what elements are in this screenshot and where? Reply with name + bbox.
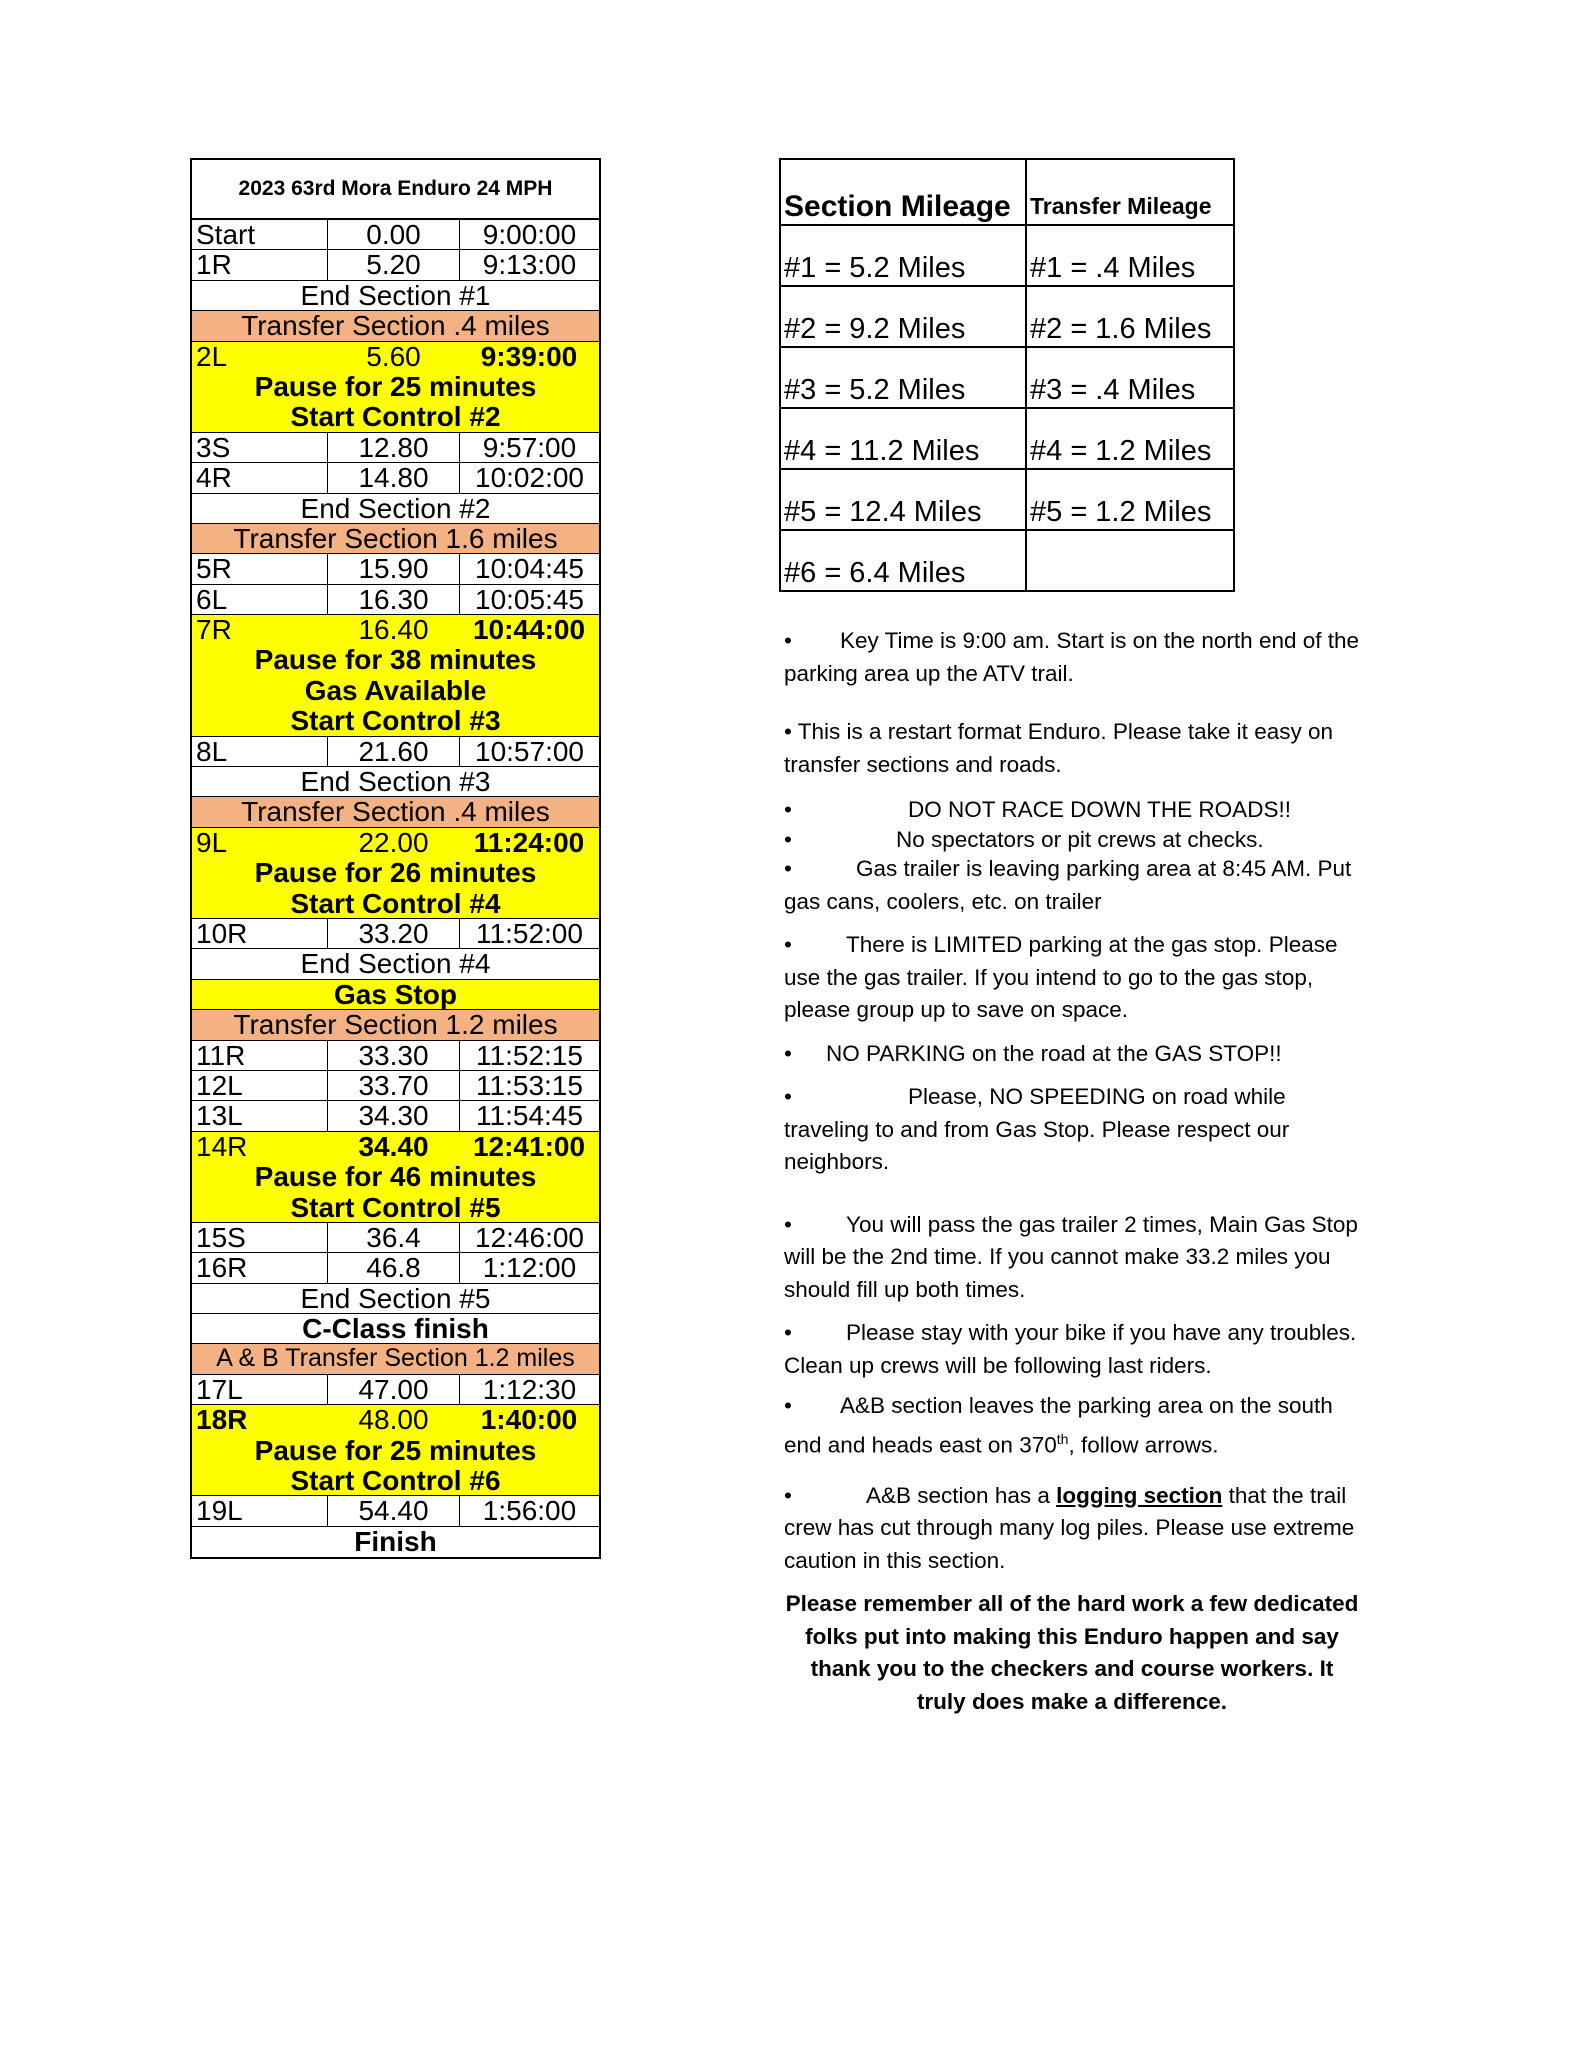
note-text: There is LIMITED parking at the gas stop. Please use the gas trailer. If you intend to go to the gas stop, please group up to save on space. <box>784 932 1338 1022</box>
mileage-row <box>780 469 1234 530</box>
note-text: Please stay with your bike if you have any troubles. Clean up crews will be following last riders. <box>784 1320 1357 1378</box>
note-item <box>784 716 1360 781</box>
bullet-icon: • <box>784 826 792 852</box>
time-cell: 11:52:00 <box>476 917 583 949</box>
mileage-cell: 33.20 <box>328 919 460 948</box>
start-control-label: Start Control #2 <box>290 401 501 433</box>
bullet-icon: • <box>784 1040 792 1066</box>
mileage-cell: 48.00 <box>358 1404 429 1436</box>
time-cell: 10:44:00 <box>472 614 586 646</box>
finish-row <box>192 1527 599 1557</box>
gas-stop-label: Gas Stop <box>334 978 457 1010</box>
table-row <box>192 554 599 584</box>
mileage-cell: 5.20 <box>328 250 460 279</box>
section-mileage-cell: #1 = 5.2 Miles <box>780 225 1026 286</box>
time-cell: 11:24:00 <box>473 826 585 858</box>
start-control-label: Start Control #5 <box>290 1191 501 1223</box>
mileage-cell: 14.80 <box>328 463 460 492</box>
start-control-row <box>192 1193 599 1223</box>
mileage-row <box>780 286 1234 347</box>
note-item <box>784 1480 1360 1578</box>
transfer-label: Transfer Section 1.2 miles <box>233 1009 558 1041</box>
start-control-label: Start Control #6 <box>290 1465 501 1497</box>
pause-check-row <box>192 342 599 372</box>
pause-row <box>192 1162 599 1192</box>
c-class-finish-row <box>192 1314 599 1344</box>
transfer-mileage-cell: #3 = .4 Miles <box>1026 347 1234 408</box>
logging-section-emphasis: logging section <box>1056 1482 1223 1508</box>
pause-label: Pause for 25 minutes <box>254 1434 537 1466</box>
time-cell: 10:04:45 <box>475 553 584 585</box>
table-row <box>192 433 599 463</box>
note-text: This is a restart format Enduro. Please take it easy on transfer sections and roads. <box>784 719 1333 777</box>
check-label: 9L <box>196 826 228 858</box>
notes-list <box>784 625 1360 1577</box>
mileage-cell: 15.90 <box>328 554 460 583</box>
note-text: A&B section leaves the parking area on the south end and heads east on 370 <box>784 1393 1333 1457</box>
note-text: Please, NO SPEEDING on road while traveling to and from Gas Stop. Please respect our neighbors. <box>784 1084 1290 1174</box>
check-label: 8L <box>192 737 328 766</box>
mileage-header-row <box>780 159 1234 225</box>
pause-row <box>192 645 599 675</box>
end-section-row <box>192 494 599 524</box>
mileage-cell: 0.00 <box>328 220 460 249</box>
check-label: 7R <box>196 614 232 646</box>
transfer-label: Transfer Section .4 miles <box>241 796 550 828</box>
note-text: A&B section has a <box>866 1482 1050 1508</box>
mileage-cell: 54.40 <box>328 1496 460 1525</box>
check-label: 6L <box>192 585 328 614</box>
check-label: 13L <box>192 1101 328 1130</box>
table-row <box>192 919 599 949</box>
section-mileage-cell: #2 = 9.2 Miles <box>780 286 1026 347</box>
time-cell: 9:13:00 <box>482 249 577 281</box>
schedule-table <box>190 158 601 1559</box>
section-mileage-cell: #3 = 5.2 Miles <box>780 347 1026 408</box>
section-mileage-header: Section Mileage <box>780 159 1026 225</box>
table-row <box>192 1101 599 1131</box>
pause-check-row <box>192 1132 599 1162</box>
pause-row <box>192 1436 599 1466</box>
note-text: that the trail crew has cut through many log piles. Please use extreme caution in this section. <box>784 1482 1355 1573</box>
mileage-cell: 22.00 <box>358 826 429 858</box>
pause-label: Pause for 46 minutes <box>254 1161 537 1193</box>
note-item <box>784 625 1360 690</box>
check-label: 18R <box>196 1404 248 1436</box>
check-label: 16R <box>192 1253 328 1282</box>
transfer-row <box>192 797 599 827</box>
end-section-label: End Section #3 <box>300 766 491 798</box>
transfer-row <box>192 524 599 554</box>
gas-stop-row <box>192 980 599 1010</box>
transfer-mileage-cell: #2 = 1.6 Miles <box>1026 286 1234 347</box>
table-row <box>192 1496 599 1526</box>
bullet-icon: • <box>784 932 792 957</box>
table-row <box>192 1071 599 1101</box>
transfer-mileage-cell <box>1026 530 1234 591</box>
time-cell: 1:12:00 <box>482 1252 577 1284</box>
note-text: No spectators or pit crews at checks. <box>896 826 1264 852</box>
mileage-cell: 33.70 <box>328 1071 460 1100</box>
note-text: DO NOT RACE DOWN THE ROADS!! <box>908 797 1291 822</box>
mileage-cell: 21.60 <box>328 737 460 766</box>
transfer-label: Transfer Section .4 miles <box>241 310 550 342</box>
mileage-row <box>780 408 1234 469</box>
mileage-cell: 47.00 <box>328 1375 460 1404</box>
time-cell: 9:39:00 <box>480 340 578 372</box>
time-cell: 11:53:15 <box>476 1069 583 1101</box>
check-label: 4R <box>192 463 328 492</box>
time-cell: 9:00:00 <box>482 219 577 250</box>
transfer-mileage-cell: #5 = 1.2 Miles <box>1026 469 1234 530</box>
time-cell: 1:56:00 <box>482 1495 577 1527</box>
end-section-label: End Section #1 <box>300 279 491 311</box>
check-label: 11R <box>192 1041 328 1070</box>
check-label: 15S <box>192 1223 328 1252</box>
table-row <box>192 1223 599 1253</box>
end-section-row <box>192 949 599 979</box>
table-row <box>192 220 599 250</box>
note-item <box>784 1038 1360 1071</box>
end-section-row <box>192 1284 599 1314</box>
end-section-row <box>192 281 599 311</box>
note-item <box>784 853 1360 918</box>
mileage-cell: 46.8 <box>328 1253 460 1282</box>
transfer-label: A & B Transfer Section 1.2 miles <box>216 1344 575 1373</box>
table-row <box>192 1375 599 1405</box>
pause-label: Pause for 38 minutes <box>254 644 537 676</box>
bullet-icon: • <box>784 797 792 822</box>
pause-label: Pause for 25 minutes <box>254 370 537 402</box>
start-control-row <box>192 706 599 736</box>
gas-available-row <box>192 676 599 706</box>
end-section-label: End Section #5 <box>300 1282 491 1314</box>
bullet-icon: • <box>784 1211 792 1237</box>
start-control-row <box>192 402 599 432</box>
bullet-icon: • <box>784 628 792 653</box>
check-label: 19L <box>192 1496 328 1525</box>
time-cell: 12:46:00 <box>475 1221 584 1253</box>
table-row <box>192 463 599 493</box>
mileage-cell: 12.80 <box>328 433 460 462</box>
time-cell: 10:05:45 <box>475 583 584 615</box>
start-control-label: Start Control #3 <box>290 705 501 737</box>
mileage-cell: 16.40 <box>358 614 429 646</box>
finish-label: Finish <box>354 1525 437 1557</box>
bullet-icon: • <box>784 719 792 744</box>
bullet-icon: • <box>784 856 792 881</box>
table-row <box>192 737 599 767</box>
mileage-row <box>780 225 1234 286</box>
note-item <box>784 1209 1360 1307</box>
mileage-cell: 34.30 <box>328 1101 460 1130</box>
mileage-table <box>779 158 1235 592</box>
pause-check-row <box>192 615 599 645</box>
time-cell: 11:54:45 <box>476 1100 583 1132</box>
transfer-mileage-cell: #1 = .4 Miles <box>1026 225 1234 286</box>
mileage-cell: 33.30 <box>328 1041 460 1070</box>
end-section-row <box>192 767 599 797</box>
mileage-row <box>780 347 1234 408</box>
bullet-icon: • <box>784 1084 792 1109</box>
note-item <box>784 824 1360 857</box>
end-section-label: End Section #2 <box>300 492 491 524</box>
section-mileage-cell: #5 = 12.4 Miles <box>780 469 1026 530</box>
time-cell: 1:12:30 <box>482 1373 577 1405</box>
bullet-icon: • <box>784 1320 792 1345</box>
note-text: You will pass the gas trailer 2 times, Main Gas Stop will be the 2nd time. If you cannot make 33.2 miles you should fill up both times. <box>784 1211 1358 1302</box>
pause-check-row <box>192 828 599 858</box>
closing-message: Please remember all of the hard work a few dedicated folks put into making this Enduro happen and say thank you to the checkers and course workers. It truly does make a difference. <box>785 1591 1359 1714</box>
note-text: Key Time is 9:00 am. Start is on the north end of the parking area up the ATV trail. <box>784 628 1360 686</box>
transfer-row <box>192 1010 599 1040</box>
schedule-title: 2023 63rd Mora Enduro 24 MPH <box>192 160 599 220</box>
table-row <box>192 250 599 280</box>
note-item <box>784 929 1360 1027</box>
note-item <box>784 1317 1360 1382</box>
time-cell: 9:57:00 <box>482 431 577 463</box>
check-label: Start <box>192 220 328 249</box>
transfer-mileage-header: Transfer Mileage <box>1026 159 1234 225</box>
transfer-row <box>192 311 599 341</box>
table-row <box>192 585 599 615</box>
check-label: 14R <box>196 1130 248 1162</box>
check-label: 17L <box>192 1375 328 1404</box>
check-label: 5R <box>192 554 328 583</box>
mileage-row <box>780 530 1234 591</box>
pause-label: Pause for 26 minutes <box>254 857 537 889</box>
time-cell: 1:40:00 <box>480 1404 578 1436</box>
section-mileage-cell: #6 = 6.4 Miles <box>780 530 1026 591</box>
gas-available-label: Gas Available <box>304 674 487 706</box>
time-cell: 11:52:15 <box>476 1039 583 1071</box>
end-section-label: End Section #4 <box>300 948 491 980</box>
note-item <box>784 794 1360 827</box>
check-label: 10R <box>192 919 328 948</box>
time-cell: 12:41:00 <box>472 1130 586 1162</box>
note-text: NO PARKING on the road at the GAS STOP!! <box>826 1040 1282 1066</box>
transfer-mileage-cell: #4 = 1.2 Miles <box>1026 408 1234 469</box>
start-control-label: Start Control #4 <box>290 887 501 919</box>
check-label: 12L <box>192 1071 328 1100</box>
pause-row <box>192 372 599 402</box>
mileage-cell: 5.60 <box>366 340 421 372</box>
bullet-icon: • <box>784 1393 792 1418</box>
note-text: , follow arrows. <box>1068 1432 1219 1457</box>
bullet-icon: • <box>784 1482 792 1508</box>
note-item <box>784 1390 1360 1462</box>
section-mileage-cell: #4 = 11.2 Miles <box>780 408 1026 469</box>
check-label: 2L <box>196 340 228 372</box>
pause-row <box>192 858 599 888</box>
start-control-row <box>192 1466 599 1496</box>
note-item <box>784 1081 1360 1179</box>
note-text: Gas trailer is leaving parking area at 8:45 AM. Put gas cans, coolers, etc. on trailer <box>784 856 1352 914</box>
table-row <box>192 1041 599 1071</box>
pause-check-row <box>192 1405 599 1435</box>
mileage-cell: 16.30 <box>328 585 460 614</box>
time-cell: 10:02:00 <box>475 462 584 494</box>
start-control-row <box>192 889 599 919</box>
transfer-row <box>192 1344 599 1374</box>
check-label: 1R <box>192 250 328 279</box>
time-cell: 10:57:00 <box>475 735 584 767</box>
c-class-finish-label: C-Class finish <box>302 1313 489 1345</box>
check-label: 3S <box>192 433 328 462</box>
table-row <box>192 1253 599 1283</box>
mileage-cell: 36.4 <box>328 1223 460 1252</box>
transfer-label: Transfer Section 1.6 miles <box>233 522 558 554</box>
superscript: th <box>1056 1430 1069 1447</box>
mileage-cell: 34.40 <box>358 1130 429 1162</box>
